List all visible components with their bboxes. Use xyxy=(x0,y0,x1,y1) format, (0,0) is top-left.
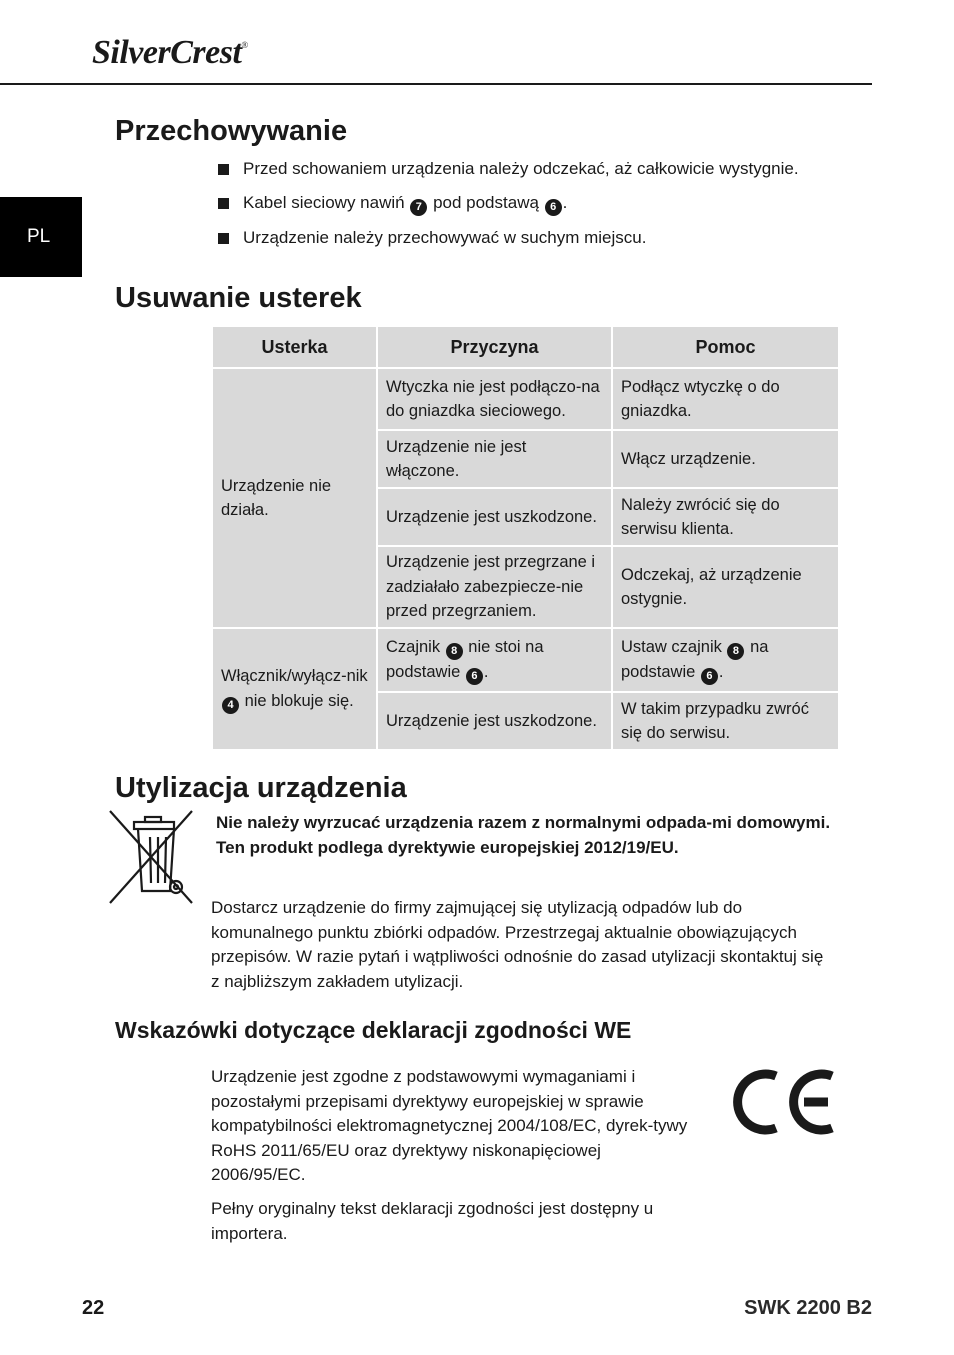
bullet-square-icon xyxy=(218,198,229,209)
troubleshooting-table xyxy=(211,325,840,751)
cause-cell: Urządzenie jest uszkodzone. xyxy=(377,488,612,546)
text-fragment: na podstawie xyxy=(621,638,769,681)
ce-mark-icon xyxy=(732,1068,838,1136)
fault-cell xyxy=(212,628,377,750)
brand-logo xyxy=(92,34,248,72)
cause-cell xyxy=(377,628,612,692)
help-cell xyxy=(612,628,839,692)
header-rule xyxy=(0,83,872,85)
text-fragment: Włącznik/wyłącz-nik xyxy=(221,667,368,686)
part-number-6-icon: 6 xyxy=(466,668,483,685)
text-fragment: . xyxy=(718,663,724,681)
cause-cell: Wtyczka nie jest podłączo-na do gniazdka sieciowego. xyxy=(377,368,612,430)
table-row xyxy=(212,368,839,430)
text-fragment: Ustaw czajnik xyxy=(621,638,722,657)
troubleshooting-heading: Usuwanie usterek xyxy=(115,282,362,314)
text-fragment: . xyxy=(562,193,568,212)
storage-item-1 xyxy=(218,158,799,180)
text-fragment: Kabel sieciowy nawiń xyxy=(243,193,405,212)
declaration-paragraph-1: Urządzenie jest zgodne z podstawowymi wymaganiami i pozostałymi przepisami dyrektywy europejskiej w sprawie kompatybilności elektromagnetycznej 2004/108/EC, dyrek-tywy RoHS 2011/65/EU oraz dyrektywy niskonapięciowej 2006/95/EC. xyxy=(211,1067,688,1184)
part-number-8-icon: 8 xyxy=(446,643,463,660)
language-tab xyxy=(0,197,82,277)
declaration-heading: Wskazówki dotyczące deklaracji zgodności WE xyxy=(115,1017,632,1043)
column-header-cause: Przyczyna xyxy=(377,326,612,368)
registered-mark: ® xyxy=(241,40,248,50)
bullet-square-icon xyxy=(218,233,229,244)
column-header-fault: Usterka xyxy=(212,326,377,368)
text-fragment: Czajnik xyxy=(386,638,441,657)
weee-crossed-bin-icon xyxy=(108,809,194,905)
text-fragment: nie stoi na podstawie xyxy=(386,638,544,681)
storage-item-3 xyxy=(218,227,646,249)
page-number: 22 xyxy=(82,1297,105,1319)
cause-cell: Urządzenie nie jest włączone. xyxy=(377,430,612,488)
text-fragment: pod podstawą xyxy=(433,193,539,212)
part-number-7-icon: 7 xyxy=(410,199,427,216)
disposal-body: Dostarcz urządzenie do firmy zajmującej się utylizacją odpadów lub do komunalnego punktu zbiórki odpadów. Przestrzegaj aktualnie obowiązujących przepisów. W razie pytań i wątpliwości odnośnie do zasad utylizacji skontaktuj się z najbliższym zakładem utylizacji. xyxy=(211,898,824,991)
fault-cell: Urządzenie nie działa. xyxy=(212,368,377,628)
text-fragment: . xyxy=(483,663,489,681)
storage-heading: Przechowywanie xyxy=(115,115,348,147)
help-cell: Należy zwrócić się do serwisu klienta. xyxy=(612,488,839,546)
storage-item-text xyxy=(243,192,567,216)
part-number-8-icon: 8 xyxy=(727,643,744,660)
part-number-6-icon: 6 xyxy=(545,199,562,216)
help-cell: Podłącz wtyczkę o do gniazdka. xyxy=(612,368,839,430)
help-cell: Odczekaj, aż urządzenie ostygnie. xyxy=(612,546,839,628)
bullet-square-icon xyxy=(218,164,229,175)
cause-cell: Urządzenie jest przegrzane i zadziałało zabezpiecze-nie przed przegrzaniem. xyxy=(377,546,612,628)
disposal-warning: Nie należy wyrzucać urządzenia razem z normalnymi odpada-mi domowymi. Ten produkt podlega dyrektywie europejskiej 2012/19/EU. xyxy=(216,813,831,857)
part-number-4-icon: 4 xyxy=(222,697,239,714)
table-row xyxy=(212,628,839,692)
model-number: SWK 2200 B2 xyxy=(744,1297,872,1319)
table-header-row xyxy=(212,326,839,368)
storage-item-text: Przed schowaniem urządzenia należy odczekać, aż całkowicie wystygnie. xyxy=(243,159,799,178)
language-tab-label: PL xyxy=(27,226,51,247)
column-header-help: Pomoc xyxy=(612,326,839,368)
storage-item-text: Urządzenie należy przechowywać w suchym miejscu. xyxy=(243,228,647,247)
logo-text: SilverCrest xyxy=(92,34,242,71)
disposal-heading: Utylizacja urządzenia xyxy=(115,772,407,804)
cause-cell: Urządzenie jest uszkodzone. xyxy=(377,692,612,750)
text-fragment: nie blokuje się. xyxy=(244,691,354,710)
help-cell: W takim przypadku zwróć się do serwisu. xyxy=(612,692,839,750)
part-number-6-icon: 6 xyxy=(701,668,718,685)
help-cell: Włącz urządzenie. xyxy=(612,430,839,488)
storage-item-2 xyxy=(218,192,567,216)
declaration-paragraph-2: Pełny oryginalny tekst deklaracji zgodności jest dostępny u importera. xyxy=(211,1199,654,1243)
